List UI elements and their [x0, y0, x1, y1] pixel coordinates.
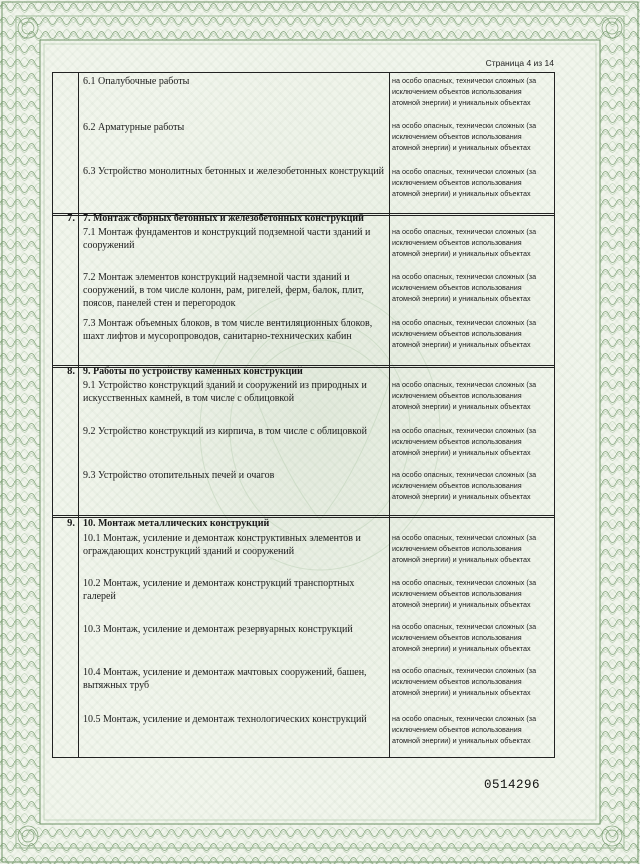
work-scope: на особо опасных, технически сложных (за исключением объектов использования атомной энергии) и уникальных объектах — [392, 318, 537, 349]
work-item: 10.2 Монтаж, усиление и демонтаж конструкций транспортных галерей — [83, 578, 355, 602]
work-scope: на особо опасных, технически сложных (за исключением объектов использования атомной энергии) и уникальных объектах — [392, 380, 537, 411]
form-serial-number: 0514296 — [484, 778, 541, 792]
work-item: 7.3 Монтаж объемных блоков, в том числе вентиляционных блоков, шахт лифтов и мусоропроводов, санитарно-технических кабин — [83, 318, 373, 342]
number-column-divider — [78, 73, 79, 757]
work-item: 10.5 Монтаж, усиление и демонтаж технологических конструкций — [83, 714, 367, 725]
work-item: 9.2 Устройство конструкций из кирпича, в том числе с облицовкой — [83, 426, 367, 437]
work-scope: на особо опасных, технически сложных (за исключением объектов использования атомной энергии) и уникальных объектах — [392, 666, 537, 697]
work-item: 6.1 Опалубочные работы — [83, 76, 190, 87]
work-scope: на особо опасных, технически сложных (за исключением объектов использования атомной энергии) и уникальных объектах — [392, 622, 537, 653]
work-scope: на особо опасных, технически сложных (за исключением объектов использования атомной энергии) и уникальных объектах — [392, 272, 537, 303]
work-item: 10.1 Монтаж, усиление и демонтаж конструктивных элементов и ограждающих конструкций зданий и сооружений — [83, 533, 361, 557]
scope-column-divider — [389, 73, 390, 757]
section-number: 7. — [67, 213, 75, 224]
work-item: 6.3 Устройство монолитных бетонных и железобетонных конструкций — [83, 166, 384, 177]
work-scope: на особо опасных, технически сложных (за исключением объектов использования атомной энергии) и уникальных объектах — [392, 714, 537, 745]
works-table — [52, 72, 555, 758]
work-scope: на особо опасных, технически сложных (за исключением объектов использования атомной энергии) и уникальных объектах — [392, 426, 537, 457]
work-scope: на особо опасных, технически сложных (за исключением объектов использования атомной энергии) и уникальных объектах — [392, 533, 537, 564]
section-number: 9. — [67, 518, 75, 529]
work-item: 10.4 Монтаж, усиление и демонтаж мачтовых сооружений, башен, вытяжных труб — [83, 667, 367, 691]
work-scope: на особо опасных, технически сложных (за исключением объектов использования атомной энергии) и уникальных объектах — [392, 167, 537, 198]
work-scope: на особо опасных, технически сложных (за исключением объектов использования атомной энергии) и уникальных объектах — [392, 227, 537, 258]
work-scope: на особо опасных, технически сложных (за исключением объектов использования атомной энергии) и уникальных объектах — [392, 578, 537, 609]
page-number: Страница 4 из 14 — [485, 58, 554, 68]
section-number: 8. — [67, 366, 75, 377]
work-item: 9.1 Устройство конструкций зданий и сооружений из природных и искусственных камней, в том числе с облицовкой — [83, 380, 367, 404]
work-scope: на особо опасных, технически сложных (за исключением объектов использования атомной энергии) и уникальных объектах — [392, 470, 537, 501]
section-title: 9. Работы по устройству каменных конструкций — [83, 366, 303, 377]
work-item: 7.2 Монтаж элементов конструкций надземной части зданий и сооружений, в том числе колонн, рам, ригелей, ферм, балок, плит, поясов, панелей стен и перегородок — [83, 272, 364, 309]
section-title: 10. Монтаж металлических конструкций — [83, 518, 270, 529]
work-item: 9.3 Устройство отопительных печей и очагов — [83, 470, 275, 481]
section-title: 7. Монтаж сборных бетонных и железобетонных конструкций — [83, 213, 364, 224]
work-item: 6.2 Арматурные работы — [83, 122, 185, 133]
work-item: 10.3 Монтаж, усиление и демонтаж резервуарных конструкций — [83, 624, 353, 635]
work-item: 7.1 Монтаж фундаментов и конструкций подземной части зданий и сооружений — [83, 227, 371, 251]
work-scope: на особо опасных, технически сложных (за исключением объектов использования атомной энергии) и уникальных объектах — [392, 121, 537, 152]
work-scope: на особо опасных, технически сложных (за исключением объектов использования атомной энергии) и уникальных объектах — [392, 76, 537, 107]
